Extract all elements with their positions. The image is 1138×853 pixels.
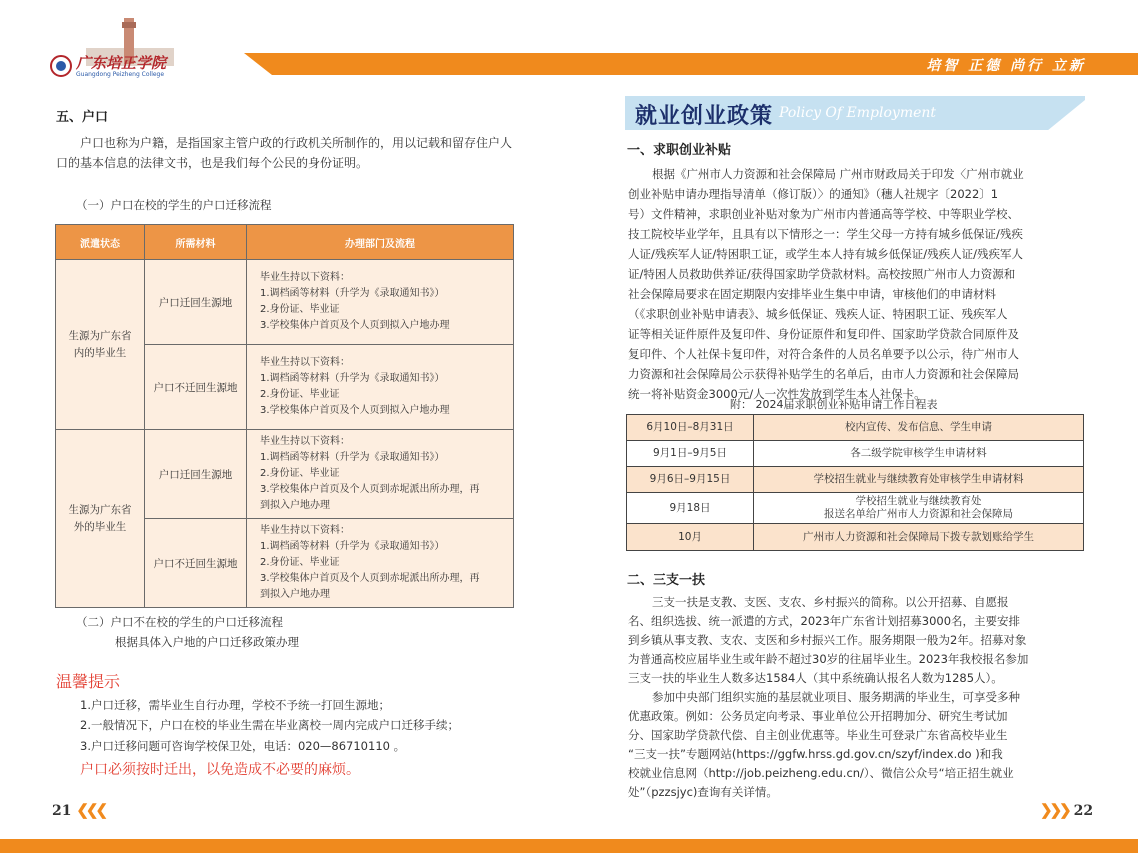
college-emblem-icon [50, 55, 72, 77]
para-line: 校就业信息网（http://job.peizheng.edu.cn/）、微信公众号“培正招生就业 [628, 766, 1014, 780]
table-row [627, 524, 1084, 551]
process-line: 2.身份证、毕业证 [260, 557, 340, 568]
intro-line: 口的基本信息的法律文书，也是我们每个公民的身份证明。 [56, 156, 369, 170]
process-cell [247, 430, 514, 519]
schedule-date: 9月1日–9月5日 [627, 441, 754, 467]
table-row [627, 493, 1084, 524]
para-line: 技工院校毕业学年，且具有以下情形之一：学生父母一方持有城乡低保证/残疾 [628, 227, 1023, 241]
material-cell: 户口迁回生源地 [145, 430, 247, 519]
process-line: 毕业生持以下资料： [260, 357, 350, 368]
table-row [627, 467, 1084, 493]
para-line: 三支一扶的毕业生人数多达1584人（其中系统确认报名人数为1285人）。 [628, 671, 1003, 685]
material-cell: 户口迁回生源地 [145, 260, 247, 345]
page-number-text: 21 [52, 803, 72, 819]
process-cell [247, 519, 514, 608]
college-name: 广东培正学院 [76, 54, 167, 72]
table-row [56, 260, 514, 345]
col-header-materials: 所需材料 [145, 225, 247, 260]
task-line: 报送名单给广州市人力资源和社会保障局 [824, 508, 1013, 520]
section-title-subsidy: 一、求职创业补贴 [627, 143, 732, 158]
schedule-date: 9月6日–9月15日 [627, 467, 754, 493]
hukou-intro [56, 133, 516, 173]
para-line: 为普通高校应届毕业生或年龄不超过30岁的往届毕业生。2023年我校报名参加 [628, 652, 1029, 666]
process-line: 2.身份证、毕业证 [260, 304, 340, 315]
schedule-task [754, 493, 1084, 524]
benefits-paragraph [628, 688, 1090, 802]
college-motto: 培智 正德 尚行 立新 [926, 58, 1086, 74]
sanzhiyifu-paragraph [628, 593, 1090, 688]
para-line: 处”（pzzsjyc)查询有关详情。 [628, 785, 778, 799]
para-line: “三支一扶”专题网站(https://ggfw.hrss.gd.gov.cn/szyf/index.do )和我 [628, 747, 1003, 761]
schedule-task [754, 441, 1084, 467]
task-line: 学校招生就业与继续教育处 [855, 495, 982, 507]
status-cell [56, 430, 145, 608]
banner-subtitle: Policy Of Employment [779, 105, 937, 121]
para-line: 证等相关证件原件及复印件、身份证原件和复印件、国家助学贷款合同原件及 [628, 327, 1019, 341]
schedule-date: 9月18日 [627, 493, 754, 524]
subsection-1-title: （一）户口在校的学生的户口迁移流程 [76, 198, 272, 212]
process-line: 2.身份证、毕业证 [260, 468, 340, 479]
task-line: 校内宣传、发布信息、学生申请 [845, 421, 992, 433]
tips-title: 温馨提示 [56, 672, 121, 691]
material-cell: 户口不迁回生源地 [145, 519, 247, 608]
footer-band [0, 839, 1138, 853]
process-line: 2.身份证、毕业证 [260, 389, 340, 400]
table-row [627, 441, 1084, 467]
process-line: 1.调档函等材料（升学为《录取通知书》） [260, 373, 445, 384]
schedule-task [754, 524, 1084, 551]
para-line: 社会保障局要求在固定期限内安排毕业生集中申请，审核他们的申请材料 [628, 287, 996, 301]
section-title-hukou: 五、户口 [56, 110, 109, 125]
para-line: 到乡镇从事支教、支农、支医和乡村振兴工作。服务期限一般为2年。招募对象 [628, 633, 1027, 647]
process-cell [247, 345, 514, 430]
process-line: 3.学校集体户首页及个人页到拟入户地办理 [260, 405, 450, 416]
college-logo [46, 18, 174, 80]
schedule-date: 6月10日–8月31日 [627, 415, 754, 441]
table-row [56, 430, 514, 519]
para-line: 名、组织选拔、统一派遣的方式，2023年广东省计划招募3000名，主要安排 [628, 614, 1021, 628]
schedule-date: 10月 [627, 524, 754, 551]
status-line: 外的毕业生 [73, 520, 127, 533]
tip-item: 2.一般情况下，户口在校的毕业生需在毕业离校一周内完成户口迁移手续； [80, 718, 459, 732]
task-line: 广州市人力资源和社会保障局下拨专款划账给学生 [803, 530, 1034, 543]
section-title-sanzhiyifu: 二、三支一扶 [627, 573, 706, 588]
tip-item: 1.户口迁移，需毕业生自行办理，学校不予统一打回生源地； [80, 698, 390, 712]
college-name-english: Guangdong Peizheng College [76, 71, 165, 78]
process-line: 毕业生持以下资料： [260, 436, 350, 447]
task-line: 学校招生就业与继续教育处审核学生申请材料 [813, 473, 1024, 485]
subsection-2-detail: 根据具体入户地的户口迁移政策办理 [115, 635, 299, 649]
page-number-text: 22 [1073, 803, 1094, 819]
para-line: 三支一扶是支教、支医、支农、乡村振兴的简称。以公开招募、自愿报 [652, 595, 1009, 609]
para-line: 参加中央部门组织实施的基层就业项目、服务期满的毕业生，可享受多种 [652, 690, 1020, 704]
para-line: 创业补贴申请办理指导清单（修订版）〉的通知》（穗人社规字〔2022〕1 [628, 187, 999, 201]
status-line: 内的毕业生 [73, 346, 127, 359]
process-line: 3.学校集体户首页及个人页到赤坭派出所办理，再 [260, 573, 480, 584]
status-cell [56, 260, 145, 430]
process-line: 到拟入户地办理 [260, 500, 330, 511]
task-line: 各二级学院审核学生申请材料 [850, 447, 987, 459]
status-line: 生源为广东省 [68, 329, 132, 342]
process-line: 1.调档函等材料（升学为《录取通知书》） [260, 452, 445, 463]
subsidy-paragraph [628, 164, 1090, 404]
table-row [627, 415, 1084, 441]
para-line: （《求职创业补贴申请表》、城乡低保证、残疾人证、特困职工证、残疾军人 [628, 307, 1008, 321]
col-header-process: 办理部门及流程 [247, 225, 514, 260]
process-line: 毕业生持以下资料： [260, 525, 350, 536]
process-line: 到拟入户地办理 [260, 589, 330, 600]
para-line: 号）文件精神，求职创业补贴对象为广州市内普通高等学校、中等职业学校、 [628, 207, 1019, 221]
process-line: 毕业生持以下资料： [260, 272, 350, 283]
chevrons-left-icon: ❮❮❮ [76, 801, 106, 819]
status-line: 生源为广东省 [68, 503, 132, 516]
hukou-transfer-table [55, 224, 514, 608]
intro-line: 户口也称为户籍，是指国家主管户政的行政机关所制作的，用以记载和留存住户人 [80, 136, 513, 150]
para-line: 复印件、个人社保卡复印件，对符合条件的人员名单要予以公示，待广州市人 [628, 347, 1019, 361]
material-cell: 户口不迁回生源地 [145, 345, 247, 430]
schedule-task [754, 415, 1084, 441]
subsection-2-title: （二）户口不在校的学生的户口迁移流程 [76, 615, 283, 629]
process-line: 3.学校集体户首页及个人页到拟入户地办理 [260, 320, 450, 331]
para-line: 分、国家助学贷款代偿、自主创业优惠等。毕业生可登录广东省高校毕业生 [628, 728, 1008, 742]
para-line: 证/特困人员救助供养证/获得国家助学贷款材料。高校按照广州市人力资源和 [628, 267, 1016, 281]
tips-warning: 户口必须按时迁出，以免造成不必要的麻烦。 [80, 762, 360, 778]
page-number-left [52, 801, 105, 819]
schedule-table [626, 414, 1084, 551]
schedule-caption: 附： 2024届求职创业补贴申请工作日程表 [730, 398, 938, 411]
process-cell [247, 260, 514, 345]
schedule-task [754, 467, 1084, 493]
process-line: 1.调档函等材料（升学为《录取通知书》） [260, 288, 445, 299]
para-line: 人证/残疾军人证/特困职工证，或学生本人持有城乡低保证/残疾人证/残疾军人 [628, 247, 1023, 261]
tip-item: 3.户口迁移问题可咨询学校保卫处，电话：020—86710110 。 [80, 739, 406, 753]
page-number-right [1040, 801, 1093, 819]
chevrons-right-icon: ❯❯❯ [1040, 801, 1069, 819]
process-line: 1.调档函等材料（升学为《录取通知书》） [260, 541, 445, 552]
process-line: 3.学校集体户首页及个人页到赤坭派出所办理，再 [260, 484, 480, 495]
para-line: 优惠政策。例如：公务员定向考录、事业单位公开招聘加分、研究生考试加 [628, 709, 1008, 723]
para-line: 根据《广州市人力资源和社会保障局 广州市财政局关于印发〈广州市就业 [652, 167, 1024, 181]
col-header-status: 派遣状态 [56, 225, 145, 260]
para-line: 力资源和社会保障局公示获得补贴学生的名单后，由市人力资源和社会保障局 [628, 367, 1019, 381]
banner-title: 就业创业政策 [635, 104, 774, 129]
para-line: 统一将补贴资金3000元/人一次性发放到学生本人社保卡。 [628, 387, 926, 401]
